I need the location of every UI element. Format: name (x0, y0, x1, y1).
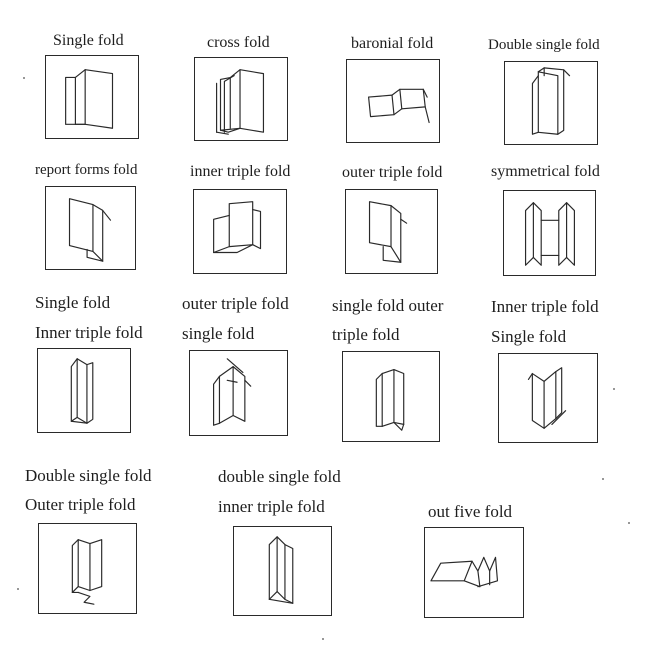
fold-label: outer triple fold (342, 164, 443, 181)
double-single-inner-triple-fold-illustration (234, 527, 331, 615)
inner-triple-fold-illustration (194, 190, 286, 273)
fold-label: inner triple fold (190, 163, 291, 180)
fold-diagram (38, 523, 137, 614)
fold-diagram (189, 350, 288, 436)
fold-label: out five fold (428, 502, 513, 521)
symmetrical-fold-illustration (504, 191, 595, 275)
scan-speck (628, 522, 630, 524)
fold-label: outer triple fold (182, 294, 289, 313)
out-five-fold-illustration (425, 528, 523, 617)
fold-label: inner triple fold (218, 497, 325, 516)
fold-label: report forms fold (35, 162, 138, 178)
fold-label: Inner triple fold (491, 297, 599, 316)
fold-label: Inner triple fold (35, 323, 143, 342)
scan-speck (322, 638, 324, 640)
fold-diagram (503, 190, 596, 276)
fold-label: single fold (182, 324, 255, 343)
fold-label: baronial fold (351, 35, 434, 52)
scan-speck (613, 388, 615, 390)
fold-diagram (424, 527, 524, 618)
fold-diagram (342, 351, 440, 442)
fold-label: cross fold (207, 34, 270, 51)
outer-triple-fold-illustration (346, 190, 437, 273)
scan-speck (17, 588, 19, 590)
fold-label: Outer triple fold (25, 495, 136, 514)
fold-label: triple fold (332, 325, 400, 344)
fold-label: symmetrical fold (491, 163, 600, 180)
fold-diagram (233, 526, 332, 616)
fold-diagram (45, 55, 139, 139)
report-forms-fold-illustration (46, 187, 135, 269)
fold-label: double single fold (218, 467, 341, 486)
fold-diagram (45, 186, 136, 270)
fold-label: Double single fold (488, 37, 600, 53)
scan-speck (23, 77, 25, 79)
fold-diagram (504, 61, 598, 145)
fold-label: Double single fold (25, 466, 152, 485)
fold-label: Single fold (53, 32, 124, 49)
scan-speck (602, 478, 604, 480)
fold-label: Single fold (35, 293, 111, 312)
fold-label: single fold outer (332, 296, 444, 315)
cross-fold-illustration (195, 58, 287, 140)
fold-label: Single fold (491, 327, 567, 346)
outer-triple-single-fold-illustration (190, 351, 287, 435)
double-single-fold-illustration (505, 62, 597, 144)
fold-diagram (193, 189, 287, 274)
inner-triple-single-fold-illustration (499, 354, 597, 442)
single-inner-triple-fold-illustration (38, 349, 130, 432)
single-outer-triple-fold-illustration (343, 352, 439, 441)
fold-diagram (498, 353, 598, 443)
fold-diagram (37, 348, 131, 433)
double-single-outer-triple-fold-illustration (39, 524, 136, 613)
fold-diagram (346, 59, 440, 143)
fold-diagram (345, 189, 438, 274)
baronial-fold-illustration (347, 60, 439, 142)
fold-diagram (194, 57, 288, 141)
single-fold-illustration (46, 56, 138, 138)
